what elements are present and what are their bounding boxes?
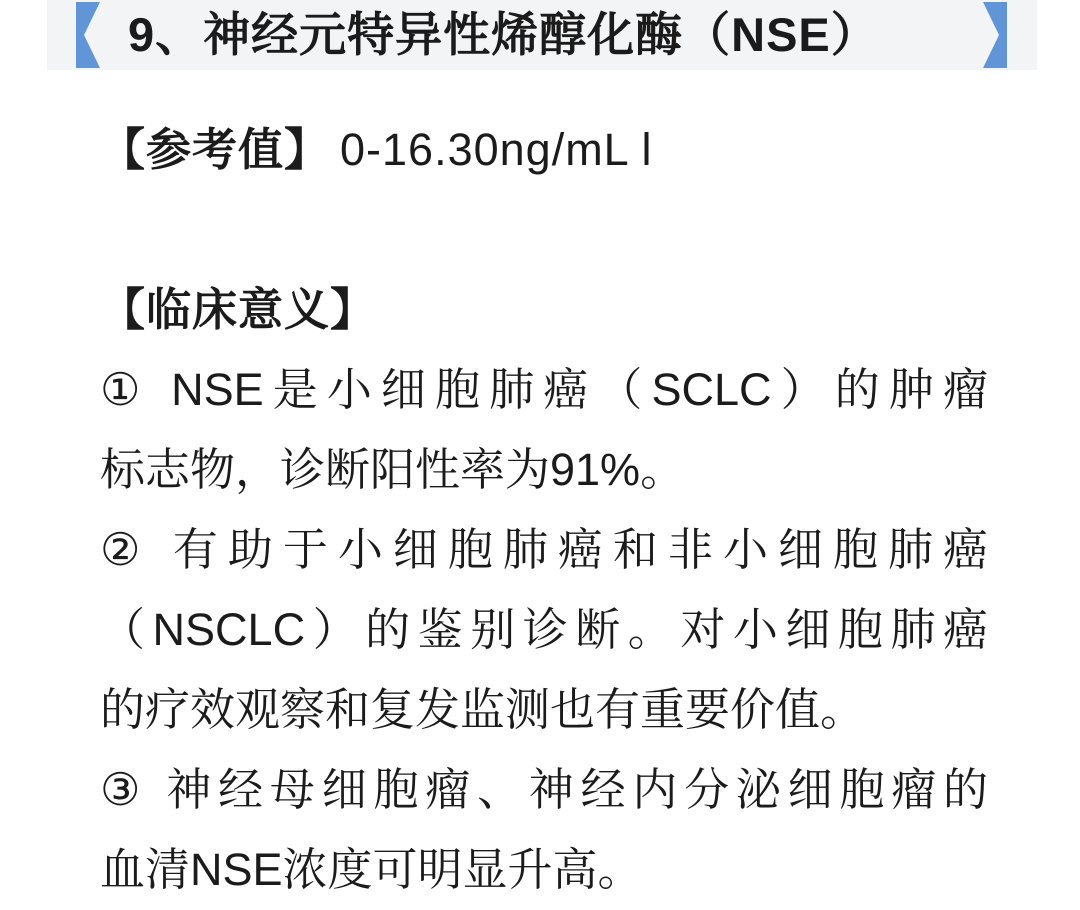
page-title: 9、神经元特异性烯醇化酶（NSE） [128, 8, 879, 61]
clinical-significance-heading: 【临床意义】 [100, 284, 377, 335]
banner-ribbon-left-icon [76, 2, 100, 68]
banner-ribbon-right-icon [983, 2, 1007, 68]
reference-value-line [100, 110, 653, 190]
clinical-line-3: ② 有助于小细胞肺癌和非小细胞肺癌 [100, 524, 988, 575]
clinical-line-5: 的疗效观察和复发监测也有重要价值。 [100, 684, 866, 735]
title-banner [47, 0, 1037, 70]
clinical-line-1: ① NSE是小细胞肺癌（SCLC）的肿瘤 [100, 364, 988, 415]
clinical-line-2: 标志物，诊断阳性率为91%。 [100, 444, 686, 495]
clinical-line-4: （NSCLC）的鉴别诊断。对小细胞肺癌 [100, 604, 988, 655]
clinical-line-6: ③ 神经母细胞瘤、神经内分泌细胞瘤的 [100, 764, 988, 815]
clinical-line-7: 血清NSE浓度可明显升高。 [100, 844, 643, 895]
reference-value-label: 【参考值】 [100, 124, 331, 175]
clinical-significance-body [100, 350, 988, 910]
reference-value-text: 0-16.30ng/mL l [340, 124, 653, 175]
